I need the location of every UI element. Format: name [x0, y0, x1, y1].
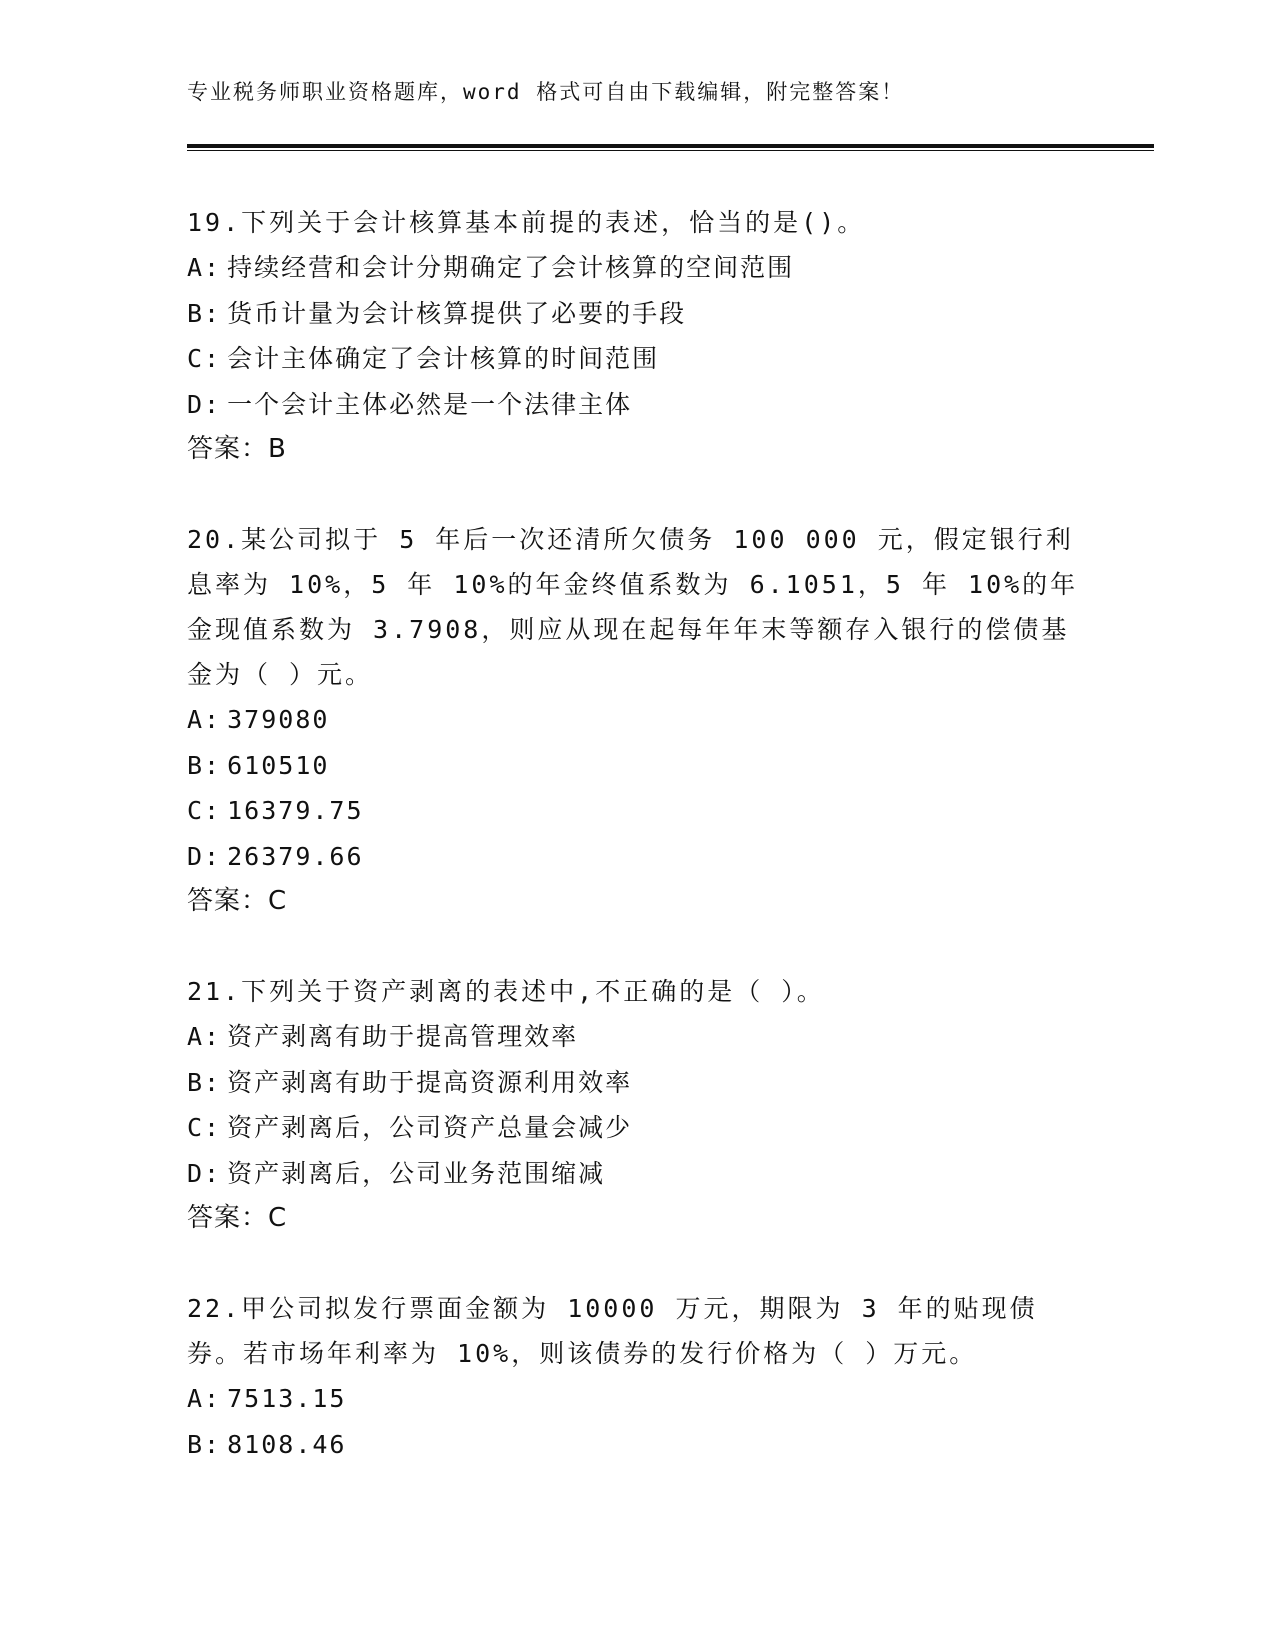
option-letter: B:: [187, 750, 222, 780]
option-letter: D:: [187, 841, 222, 871]
option-b: [187, 291, 1087, 337]
option-text: 持续经营和会计分期确定了会计核算的空间范围: [227, 253, 795, 282]
option-letter: A:: [187, 1384, 222, 1413]
answer-line: 答案：B: [187, 434, 287, 464]
option-text: 610510: [227, 750, 330, 780]
option-text: 货币计量为会计核算提供了必要的手段: [227, 298, 687, 328]
option-letter: B:: [187, 1429, 222, 1459]
option-a: [187, 697, 1087, 743]
option-d: [187, 834, 1087, 880]
header-rule-thick: [187, 144, 1154, 148]
question-20: [187, 517, 1087, 924]
option-letter: C:: [187, 344, 222, 373]
question-19: [187, 200, 1087, 472]
option-letter: D:: [187, 389, 222, 419]
option-b: [187, 1422, 1087, 1468]
option-text: 资产剥离后，公司资产总量会减少: [227, 1113, 633, 1142]
option-a: [187, 1376, 1087, 1422]
question-stem: 21.下列关于资产剥离的表述中,不正确的是（ ）。: [187, 977, 825, 1006]
option-letter: A:: [187, 705, 222, 734]
question-stem: 22.甲公司拟发行票面金额为 10000 万元，期限为 3 年的贴现债券。若市场年利率为 10%，则该债券的发行价格为（ ）万元。: [187, 1294, 1038, 1368]
option-c: [187, 788, 1087, 834]
option-b: [187, 1060, 1087, 1106]
question-stem: 20.某公司拟于 5 年后一次还清所欠债务 100 000 元，假定银行利息率为 10%，5 年 10%的年金终值系数为 6.1051，5 年 10%的年金现值系数为 3.7908，则应从现在起每年年末等额存入银行的偿债基金为（ ）元。: [187, 525, 1079, 689]
header-rule-thin: [187, 150, 1154, 151]
option-c: [187, 336, 1087, 382]
question-22: [187, 1286, 1087, 1467]
option-text: 一个会计主体必然是一个法律主体: [227, 389, 633, 419]
option-letter: A:: [187, 253, 222, 282]
option-letter: B:: [187, 298, 222, 328]
question-list: [187, 200, 1087, 1512]
option-text: 16379.75: [227, 796, 364, 825]
option-letter: B:: [187, 1067, 222, 1097]
page-header-text: 专业税务师职业资格题库，word 格式可自由下载编辑，附完整答案！: [187, 80, 905, 104]
option-letter: A:: [187, 1022, 222, 1051]
option-letter: D:: [187, 1158, 222, 1188]
option-b: [187, 743, 1087, 789]
option-letter: C:: [187, 1113, 222, 1142]
option-c: [187, 1105, 1087, 1151]
option-text: 379080: [227, 705, 330, 734]
option-text: 资产剥离有助于提高管理效率: [227, 1022, 579, 1051]
option-text: 会计主体确定了会计核算的时间范围: [227, 344, 660, 373]
option-a: [187, 245, 1087, 291]
option-d: [187, 382, 1087, 428]
option-d: [187, 1151, 1087, 1197]
question-stem: 19.下列关于会计核算基本前提的表述，恰当的是()。: [187, 208, 866, 237]
option-text: 8108.46: [227, 1429, 347, 1459]
option-text: 26379.66: [227, 841, 364, 871]
option-a: [187, 1014, 1087, 1060]
answer-line: 答案：C: [187, 886, 288, 916]
option-letter: C:: [187, 796, 222, 825]
question-21: [187, 969, 1087, 1241]
answer-line: 答案：C: [187, 1203, 288, 1233]
option-text: 资产剥离后，公司业务范围缩减: [227, 1158, 606, 1188]
option-text: 7513.15: [227, 1384, 347, 1413]
option-text: 资产剥离有助于提高资源利用效率: [227, 1067, 633, 1097]
